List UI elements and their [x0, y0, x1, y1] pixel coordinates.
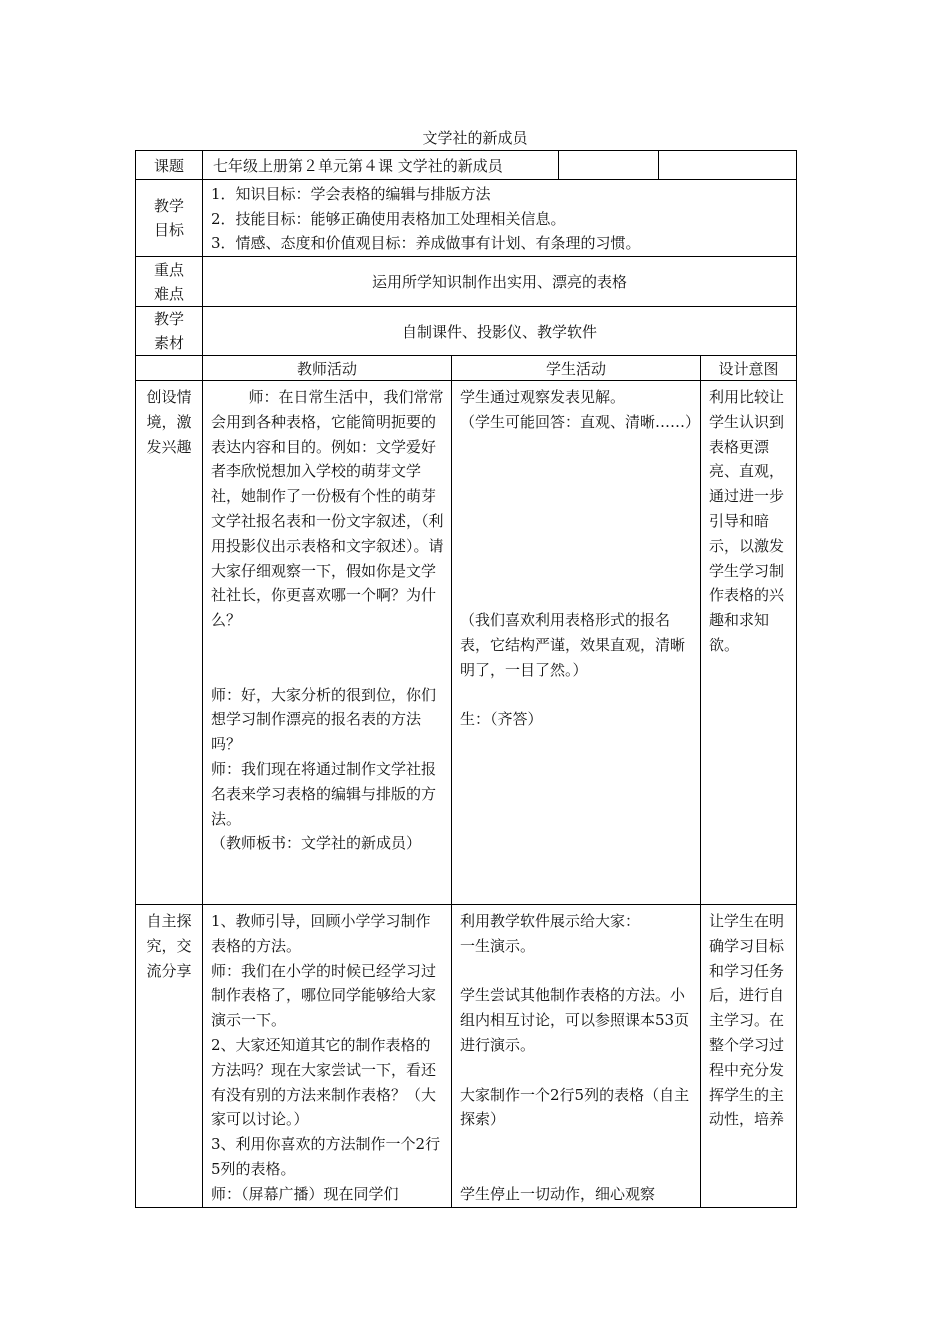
teacher-paragraph: 师：在日常生活中，我们常常会用到各种表格，它能简明扼要的表达内容和目的。例如：文学爱好者李欣悦想加入学校的萌芽文学社，她制作了一份极有个性的萌芽文学社报名表和一份文字叙述，（利用投影仪出示表格和文字叙述）。请大家仔细观察一下，假如你是文学社社长，你更喜欢哪一个啊？为什么？: [211, 388, 444, 630]
key-points-value: 运用所学知识制作出实用、漂亮的表格: [203, 257, 797, 307]
teacher-paragraph: （教师板书：文学社的新成员）: [211, 834, 422, 853]
teacher-paragraph: 师：我们现在将通过制作文学社报名表来学习表格的编辑与排版的方法。: [211, 759, 437, 828]
student-paragraph: 生：（齐答）: [460, 710, 543, 729]
teacher-paragraph: 师：我们在小学的时候已经学习过制作表格了，哪位同学能够给大家演示一下。: [211, 961, 437, 1030]
topic-label: 课题: [136, 151, 203, 180]
section2-label: 自主探 究，交 流分享: [136, 905, 203, 1208]
design-intent-header: 设计意图: [701, 356, 797, 381]
materials-label: 教学 素材: [136, 307, 203, 356]
topic-empty-cell: [559, 151, 659, 180]
topic-value: 七年级上册第２单元第４课 文学社的新成员: [203, 151, 559, 180]
teacher-paragraph: 师：好，大家分析的很到位，你们想学习制作漂亮的报名表的方法吗？: [211, 685, 437, 754]
section1-teacher-activity: [203, 381, 452, 905]
student-paragraph: 学生尝试其他制作表格的方法。小组内相互讨论，可以参照课本53页进行演示。: [460, 986, 690, 1054]
teacher-activity-header: 教师活动: [203, 356, 452, 381]
section-explore-share-row: [136, 905, 797, 1208]
objectives-list: [203, 180, 797, 257]
objective-item: 3．情感、态度和价值观目标：养成做事有计划、有条理的习惯。: [211, 234, 641, 252]
section-create-context-row: [136, 381, 797, 905]
student-paragraph: 一生演示。: [460, 936, 536, 955]
student-paragraph: 利用教学软件展示给大家：: [460, 912, 641, 930]
student-paragraph: （我们喜欢利用表格形式的报名表，它结构严谨，效果直观，清晰明了，一目了然。）: [460, 611, 686, 679]
section2-teacher-activity: [203, 905, 452, 1208]
objectives-label: 教学 目标: [136, 180, 203, 257]
section2-student-activity: [452, 905, 701, 1208]
materials-row: [136, 307, 797, 356]
topic-row: [136, 151, 797, 180]
teacher-paragraph: 1、教师引导，回顾小学学习制作表格的方法。: [211, 912, 431, 955]
objective-item: 2．技能目标：能够正确使用表格加工处理相关信息。: [211, 209, 566, 228]
header-empty-cell: [136, 356, 203, 381]
student-paragraph: 学生停止一切动作，细心观察: [460, 1184, 656, 1203]
section2-design-intent: 让学生在明确学习目标和学习任务后，进行自主学习。在整个学习过程中充分发挥学生的主动性，培养: [701, 905, 797, 1208]
document-title: 文学社的新成员: [422, 129, 528, 147]
teacher-paragraph: 2、大家还知道其它的制作表格的方法吗？现在大家尝试一下，看还有没有别的方法来制作表格？（大家可以讨论。）: [211, 1035, 437, 1129]
student-paragraph: （学生可能回答：直观、清晰……）: [460, 412, 701, 431]
section1-label: 创设情 境，激 发兴趣: [136, 381, 203, 905]
column-header-row: [136, 356, 797, 381]
student-paragraph: 学生通过观察发表见解。: [460, 388, 626, 406]
objectives-row: [136, 180, 797, 257]
student-paragraph: 大家制作一个2行5列的表格（自主探索）: [460, 1085, 690, 1129]
section1-student-activity: [452, 381, 701, 905]
section1-design-intent: 利用比较让学生认识到表格更漂亮、直观，通过进一步引导和暗示，以激发学生学习制作表格的兴趣和求知欲。: [701, 381, 797, 905]
objective-item: 1．知识目标：学会表格的编辑与排版方法: [211, 185, 491, 203]
lesson-plan-table: [135, 150, 797, 1208]
topic-empty-cell: [659, 151, 797, 180]
student-activity-header: 学生活动: [452, 356, 701, 381]
teacher-paragraph: 3、利用你喜欢的方法制作一个2行5列的表格。: [211, 1135, 441, 1178]
key-points-label: 重点 难点: [136, 257, 203, 307]
teacher-paragraph: 师：（屏幕广播）现在同学们: [211, 1184, 399, 1203]
materials-value: 自制课件、投影仪、教学软件: [203, 307, 797, 356]
key-points-row: [136, 257, 797, 307]
